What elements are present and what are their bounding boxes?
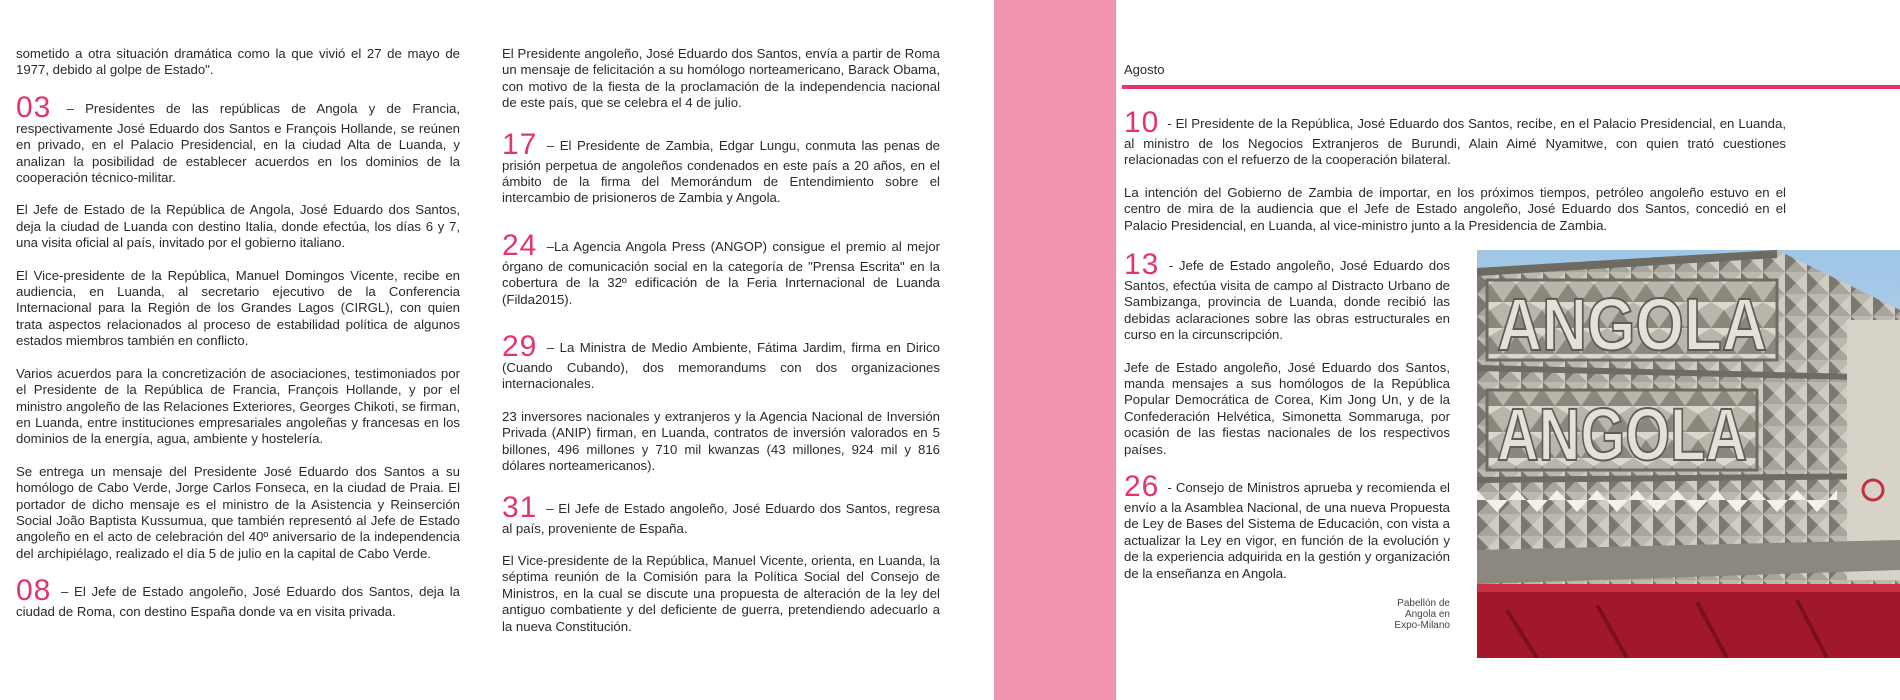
paragraph: 23 inversores nacionales y extranjeros y la Agencia Nacional de Inversión Privada (ANIP) firman, en Luanda, contratos de inversión valorados en 5 billones, 496 millones y 710 mil kwanzas (43 millones, 924 mil y 816 dólares norteamericanos). xyxy=(502,408,940,474)
entry-13 xyxy=(1124,248,1450,344)
entry-17-text: – El Presidente de Zambia, Edgar Lungu, conmuta las penas de prisión perpetua de angoleños condenados en este país a 20 años, en el ámbito de la firma del Memorándum de Entendimiento sobre el intercambio de prisioneros de Zambia y Angola. xyxy=(502,137,940,206)
paragraph: Se entrega un mensaje del Presidente José Eduardo dos Santos a su homólogo de Cabo Verde, Jorge Carlos Fonseca, en la ciudad de Praia. El portador de dicho mensaje es el ministro de la Asistencia y Reinserción Social João Baptista Kussumua, que también representó al Jefe de Estado angoleño en el acto de celebración del 40º aniversario de la independencia del archipiélago, realizado el día 5 de julio en la capital de Cabo Verde. xyxy=(16,463,460,561)
entry-13-text: - Jefe de Estado angoleño, José Eduardo dos Santos, efectúa visita de campo al Distracto Urbano de Sambizanga, provincia de Luanda, donde recibió las debidas aclaraciones sobre las obras estructurales en curso en la circunscripción. xyxy=(1124,258,1450,343)
pavilion-photo xyxy=(1477,250,1900,658)
entry-03-text: – Presidentes de las repúblicas de Angola y de Francia, respectivamente José Eduardo dos Santos e François Hollande, se reúnen en privado, en el Palacio Presidencial, en la ciudad Alta de Luanda, y analizan la posibilidad de establecer acuerdos en los dominios de la cooperación técnico-militar. xyxy=(16,100,460,186)
entry-03 xyxy=(16,90,460,187)
day-number-03: 03 xyxy=(16,90,52,124)
day-number-24: 24 xyxy=(502,228,538,262)
paragraph: El Jefe de Estado de la República de Angola, José Eduardo dos Santos, deja la ciudad de Luanda con destino Italia, donde efectúa, los días 6 y 7, una visita oficial al país, invitado por el gobierno italiano. xyxy=(16,202,460,251)
right-column-narrow xyxy=(1124,246,1450,598)
entry-29-text: – La Ministra de Medio Ambiente, Fátima Jardim, firma en Dirico (Cuando Cubando), dos memorandums con dos organizaciones internacionales. xyxy=(502,340,940,392)
month-divider xyxy=(1122,85,1900,89)
paragraph: El Vice-presidente de la República, Manuel Domingos Vicente, recibe en audiencia, en Luanda, al secretario ejecutivo de la Conferencia Internacional para la Región de los Grandes Lagos (CIRGL), con quien trata aspectos relacionados al proceso de estabilidad política de algunos estados miembros también en conflicto. xyxy=(16,267,460,349)
entry-17 xyxy=(502,127,940,207)
sign-text-top: ANGOLA xyxy=(1497,283,1767,366)
photo-caption: Pabellón de Angola en Expo-Milano xyxy=(1394,598,1450,631)
day-number-31: 31 xyxy=(502,490,538,524)
intro-paragraph: sometido a otra situación dramática como la que vivió el 27 de mayo de 1977, debido al golpe de Estado". xyxy=(16,46,460,78)
entry-08-text: – El Jefe de Estado angoleño, José Eduardo dos Santos, deja la ciudad de Roma, con destino España donde va en visita privada. xyxy=(16,584,460,620)
paragraph: Jefe de Estado angoleño, José Eduardo dos Santos, manda mensajes a sus homólogos de la República Popular Democrática de Corea, Kim Jong Un, y de la Confederación Helvética, Simonetta Sommaruga, por ocasión de las fiestas nacionales de los respectivos países. xyxy=(1124,359,1450,457)
entry-24 xyxy=(502,228,940,308)
entry-29 xyxy=(502,330,940,393)
day-number-26: 26 xyxy=(1124,470,1160,504)
day-number-29: 29 xyxy=(502,330,538,364)
left-column-1 xyxy=(16,46,460,637)
intro-paragraph: El Presidente angoleño, José Eduardo dos Santos, envía a partir de Roma un mensaje de felicitación a su homólogo norteamericano, Barack Obama, con motivo de la fiesta de la proclamación de la independencia nacional de este país, que se celebra el 4 de julio. xyxy=(502,46,940,111)
entry-08 xyxy=(16,574,460,620)
day-number-13: 13 xyxy=(1124,248,1160,281)
paragraph: Varios acuerdos para la concretización de asociaciones, testimoniados por el Presidente de la República de Francia, François Hollande, y por el ministro angoleño de las Relaciones Exteriores, Georges Chikoti, se firman, en Luanda, entre instituciones empresariales angoleñas y francesas en los dominios de la energía, agua, ambiente y hostelería. xyxy=(16,365,460,447)
entry-10-text: - El Presidente de la República, José Eduardo dos Santos, recibe, en el Palacio Presidencial, en Luanda, al ministro de los Negocios Extranjeros de Burundi, Alain Aimé Nyamitwe, con quien trató cuestiones relacionadas con el refuerzo de la cooperación bilateral. xyxy=(1124,116,1786,168)
day-number-08: 08 xyxy=(16,574,52,608)
entry-26 xyxy=(1124,470,1450,582)
day-number-17: 17 xyxy=(502,127,538,161)
left-column-2 xyxy=(502,46,940,651)
entry-26-text: - Consejo de Ministros aprueba y recomienda el envío a la Asamblea Nacional, de una nueva Propuesta de Ley de Bases del Sistema de Educación, con vista a actualizar la Ley en vigor, en función de la evolución y de la experiencia adquirida en la gestión y organización de la enseñanza en Angola. xyxy=(1124,480,1450,581)
entry-10 xyxy=(1124,106,1786,169)
paragraph: La intención del Gobierno de Zambia de importar, en los próximos tiempos, petróleo angoleño estuvo en el centro de mira de la audiencia que el Jefe de Estado angoleño, José Eduardo dos Santos, concedió en el Palacio Presidencial, en Luanda, al vice-ministro junto a la Presidencia de Zambia. xyxy=(1124,184,1786,233)
entry-31-text: – El Jefe de Estado angoleño, José Eduardo dos Santos, regresa al país, proveniente de España. xyxy=(502,500,940,536)
paragraph: El Vice-presidente de la República, Manuel Vicente, orienta, en Luanda, la séptima reunión de la Comisión para la Política Social del Consejo de Ministros, en la cual se discute una propuesta de alteración de la ley del antiguo combatiente y del deficiente de guerra, pretendiendo adecuarlo a la nueva Constitución. xyxy=(502,552,940,634)
spine-band xyxy=(994,0,1116,700)
right-column-wide xyxy=(1124,104,1786,250)
day-number-10: 10 xyxy=(1124,106,1160,139)
month-heading: Agosto xyxy=(1124,62,1165,77)
entry-24-text: –La Agencia Angola Press (ANGOP) consigue el premio al mejor órgano de comunicación social en la categoría de "Prensa Escrita" en la cobertura de la 32º edificación de la Feria Inrternacional de Luanda (Filda2015). xyxy=(502,238,940,307)
entry-31 xyxy=(502,490,940,537)
sign-text-bottom: ANGOLA xyxy=(1497,393,1747,476)
